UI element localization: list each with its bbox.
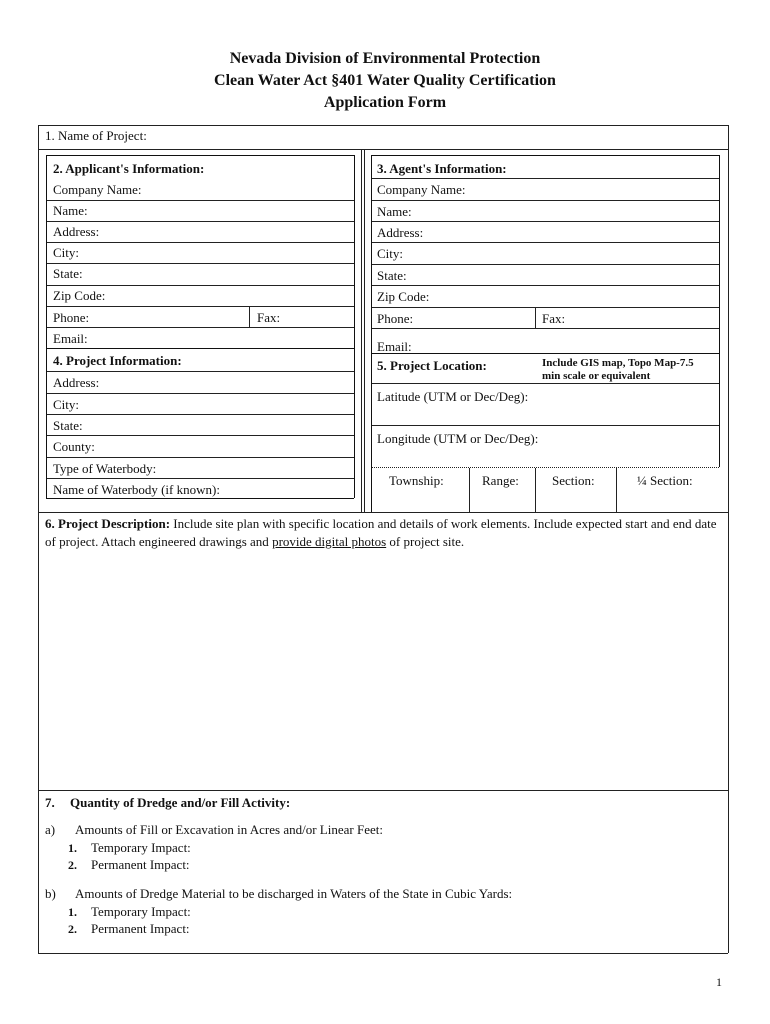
agent-state-field[interactable] [412,266,715,285]
divider [469,468,470,512]
left-box-bottom [46,498,354,499]
applicant-zip-label: Zip Code: [53,288,106,303]
left-box-right [354,155,355,498]
applicant-name-field[interactable] [95,201,350,221]
township-field[interactable] [373,490,467,510]
divider [372,200,719,201]
divider [38,149,728,150]
range-label: Range: [482,473,519,488]
latitude-field[interactable] [545,386,715,422]
fill-temporary-label: Temporary Impact: [91,840,191,855]
outer-left-border [38,125,39,953]
applicant-address-field[interactable] [105,222,350,242]
outer-bottom-border [38,953,728,954]
project-description-text [45,515,721,551]
applicant-email-label: Email: [53,331,88,346]
agent-fax-field[interactable] [570,309,715,328]
fill-temporary-field[interactable] [200,838,720,856]
fill-item-label: Amounts of Fill or Excavation in Acres and/or Linear Feet: [75,822,383,837]
divider [38,790,728,791]
agent-zip-label: Zip Code: [377,289,430,304]
project-name-field[interactable] [165,127,720,147]
quarter-section-field[interactable] [618,490,724,510]
quarter-section-label: ¼ Section: [637,473,693,488]
digital-photos-link[interactable]: provide digital photos [272,534,387,549]
divider [47,393,354,394]
divider [616,468,617,512]
section-label: Section: [552,473,595,488]
fill-permanent-label: Permanent Impact: [91,857,190,872]
waterbody-name-field[interactable] [235,480,350,497]
divider [47,371,354,372]
applicant-state-label: State: [53,266,83,281]
agent-email-field[interactable] [420,337,715,352]
agent-city-label: City: [377,246,404,261]
divider [372,353,719,354]
column-separator [364,149,365,512]
divider [372,467,719,468]
applicant-state-field[interactable] [88,264,350,284]
project-address-label: Address: [53,375,100,390]
divider [372,285,719,286]
divider [38,512,728,513]
divider [47,306,354,307]
agent-phone-label: Phone: [377,311,414,326]
agent-heading: 3. Agent's Information: [377,161,507,176]
dredge-heading: Quantity of Dredge and/or Fill Activity: [70,795,291,810]
divider [372,178,719,179]
waterbody-name-label: Name of Waterbody (if known): [53,482,220,497]
divider [372,242,719,243]
divider [372,307,719,308]
project-description-field[interactable] [42,555,724,787]
dredge-item-label: Amounts of Dredge Material to be discharged in Waters of the State in Cubic Yards: [75,886,513,901]
agent-company-field[interactable] [475,180,715,200]
section-field[interactable] [537,490,614,510]
divider [372,328,719,329]
agent-address-field[interactable] [430,223,715,242]
waterbody-type-field[interactable] [170,459,350,478]
applicant-zip-field[interactable] [112,286,350,306]
page-number: 1 [716,975,722,989]
divider [47,348,354,349]
divider [372,383,719,384]
applicant-company-field[interactable] [150,180,350,200]
divider [535,468,536,512]
latitude-label: Latitude (UTM or Dec/Deg): [377,389,529,404]
project-description-instructions: Include site plan with specific location and details of work elements. Include expected start and end date of project. Attach engineered drawings and [45,516,717,549]
applicant-address-label: Address: [53,224,100,239]
project-name-label: 1. Name of Project: [45,128,147,143]
fill-permanent-field[interactable] [200,855,720,873]
agent-state-label: State: [377,268,407,283]
project-info-heading: 4. Project Information: [53,353,182,368]
dredge-item-letter: b) [45,886,56,901]
applicant-fax-label: Fax: [257,310,281,325]
divider [372,221,719,222]
agent-fax-label: Fax: [542,311,566,326]
dredge-permanent-number: 2. [68,922,77,936]
agent-company-label: Company Name: [377,182,466,197]
project-city-label: City: [53,397,80,412]
agent-email-label: Email: [377,339,412,354]
project-state-field[interactable] [88,416,350,435]
project-description-label: 6. Project Description: [45,516,171,531]
longitude-field[interactable] [555,428,715,464]
project-city-field[interactable] [85,395,350,414]
divider [47,478,354,479]
applicant-fax-field[interactable] [285,308,350,328]
agent-name-field[interactable] [420,202,715,221]
divider [47,457,354,458]
applicant-company-label: Company Name: [53,182,142,197]
agent-name-label: Name: [377,204,412,219]
waterbody-type-label: Type of Waterbody: [53,461,157,476]
right-box-right [719,155,720,467]
divider [47,327,354,328]
column-separator [361,149,362,512]
divider [249,306,250,327]
project-address-field[interactable] [105,373,350,392]
fill-temporary-number: 1. [68,841,77,855]
form-title-line2: Clean Water Act §401 Water Quality Certification [214,72,556,89]
agent-city-field[interactable] [410,244,715,263]
left-box-top [46,155,354,156]
project-location-note: Include GIS map, Topo Map-7.5 min scale or equivalent [542,357,694,382]
dredge-temporary-label: Temporary Impact: [91,904,191,919]
divider [535,307,536,328]
project-state-label: State: [53,418,83,433]
form-title-line1: Nevada Division of Environmental Protection [229,50,541,67]
dredge-temporary-number: 1. [68,905,77,919]
agent-address-label: Address: [377,225,424,240]
fill-item-letter: a) [45,822,56,837]
longitude-label: Longitude (UTM or Dec/Deg): [377,431,539,446]
applicant-phone-label: Phone: [53,310,90,325]
agent-zip-field[interactable] [437,287,715,306]
divider [47,435,354,436]
township-label: Township: [389,473,444,488]
outer-top-border [38,125,728,126]
applicant-email-field[interactable] [95,329,350,347]
project-county-field[interactable] [100,437,350,456]
dredge-permanent-field[interactable] [200,919,720,937]
divider [47,414,354,415]
dredge-temporary-field[interactable] [200,902,720,920]
dredge-permanent-label: Permanent Impact: [91,921,190,936]
applicant-city-label: City: [53,245,80,260]
right-box-left [371,155,372,512]
applicant-phone-field[interactable] [95,308,245,328]
divider [372,264,719,265]
project-county-label: County: [53,439,95,454]
project-location-heading: 5. Project Location: [377,358,487,373]
dredge-heading-number: 7. [45,795,55,810]
agent-phone-field[interactable] [420,309,530,328]
fill-permanent-number: 2. [68,858,77,872]
form-title-line3: Application Form [323,94,447,111]
applicant-name-label: Name: [53,203,88,218]
project-description-instructions-end: of project site. [386,534,465,549]
outer-right-border [728,125,729,953]
applicant-city-field[interactable] [85,243,350,263]
divider [372,425,719,426]
right-box-top [371,155,719,156]
range-field[interactable] [471,490,533,510]
applicant-heading: 2. Applicant's Information: [53,161,205,176]
